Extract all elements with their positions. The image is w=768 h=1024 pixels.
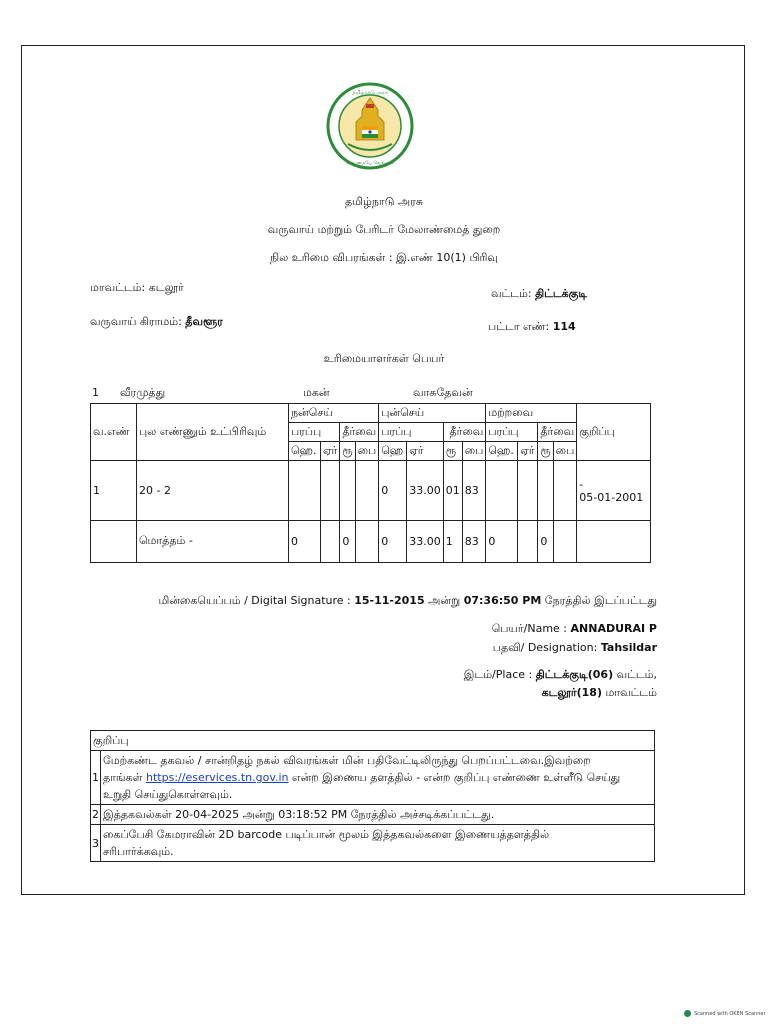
place-row-2 bbox=[542, 686, 657, 701]
total-sno bbox=[91, 521, 137, 563]
tamil-nadu-emblem bbox=[326, 82, 414, 170]
row-oth-paise bbox=[553, 461, 577, 521]
row-oth-hect bbox=[486, 461, 518, 521]
note-line-pre: தாங்கள் bbox=[103, 771, 143, 784]
taluk-label: வட்டம்: bbox=[491, 287, 532, 300]
row-oth-rs bbox=[538, 461, 553, 521]
signature-date: 15-11-2015 bbox=[354, 594, 425, 607]
total-wet-are bbox=[321, 521, 340, 563]
note-text bbox=[101, 825, 655, 862]
signer-name-row bbox=[492, 622, 657, 637]
note-line: சரிபார்க்கவும். bbox=[103, 845, 174, 858]
designation-value: Tahsildar bbox=[600, 641, 657, 654]
total-dry-are: 33.00 bbox=[407, 521, 444, 563]
group-dry: புன்செய் bbox=[379, 404, 486, 423]
digital-signature-line bbox=[158, 594, 657, 609]
taluk-row bbox=[491, 287, 587, 302]
total-oth-are bbox=[518, 521, 538, 563]
total-wet-hect: 0 bbox=[289, 521, 321, 563]
col-survey: புல எண்ணும் உட்பிரிவும் bbox=[137, 404, 289, 461]
row-sno: 1 bbox=[91, 461, 137, 521]
eservices-link[interactable]: https://eservices.tn.gov.in bbox=[146, 771, 289, 784]
note-line: மேற்கண்ட தகவல் / சான்றிதழ் நகல் விவரங்கள் மின் பதிவேட்டிலிருந்து பெறப்பட்டவை.இவற்றை bbox=[103, 754, 591, 767]
dry-area-header: பரப்பு bbox=[379, 423, 444, 442]
total-wet-paise bbox=[355, 521, 379, 563]
col-sno: வ.எண் bbox=[91, 404, 137, 461]
designation-label: பதவி/ Designation: bbox=[492, 641, 598, 654]
row-remarks-dash: - bbox=[579, 477, 584, 491]
row-remarks-date: 05-01-2001 bbox=[579, 490, 644, 504]
govt-title: தமிழ்நாடு அரசு bbox=[344, 195, 424, 208]
owner-father: வாசுதேவன் bbox=[413, 386, 473, 399]
taluk-value: திட்டக்குடி bbox=[535, 287, 588, 300]
unit-are: ஏர் bbox=[321, 442, 340, 461]
wet-area-header: பரப்பு bbox=[289, 423, 340, 442]
note-no: 2 bbox=[91, 805, 101, 825]
total-remarks bbox=[577, 521, 651, 563]
department-title: வருவாய் மற்றும் பேரிடர் மேலாண்மைத் துறை bbox=[267, 223, 501, 236]
signature-time: 07:36:50 PM bbox=[463, 594, 542, 607]
village-row bbox=[90, 315, 223, 330]
total-dry-rs: 1 bbox=[443, 521, 462, 563]
note-line: உறுதி செய்துகொள்ளவும். bbox=[103, 788, 233, 801]
total-dry-hect: 0 bbox=[379, 521, 407, 563]
notes-heading: குறிப்பு bbox=[91, 731, 655, 751]
row-survey: 20 - 2 bbox=[137, 461, 289, 521]
unit-rs: ரூ bbox=[340, 442, 355, 461]
table-row-total bbox=[91, 521, 651, 563]
village-value: தீவளூர bbox=[185, 315, 223, 328]
wet-tax-header: தீர்வை bbox=[340, 423, 379, 442]
signer-name-label: பெயர்/Name : bbox=[491, 622, 568, 635]
document-title-text: நில உரிமை விபரங்கள் : இ.எண் 10(1) பிரிவு bbox=[270, 251, 498, 264]
col-remarks: குறிப்பு bbox=[577, 404, 651, 461]
svg-text:தமிழ்நாடு அரசு: தமிழ்நாடு அரசு bbox=[352, 90, 388, 96]
district-row bbox=[90, 281, 184, 296]
total-oth-rs: 0 bbox=[538, 521, 553, 563]
row-dry-are: 33.00 bbox=[407, 461, 444, 521]
unit-are: ஏர் bbox=[407, 442, 444, 461]
place-taluk: திட்டக்குடி(06) bbox=[535, 668, 614, 681]
dry-tax-header: தீர்வை bbox=[443, 423, 486, 442]
row-wet-hect bbox=[289, 461, 321, 521]
patta-value: 114 bbox=[552, 320, 576, 333]
place-district: கடலூர்(18) bbox=[541, 686, 602, 699]
district-value: கடலூர் bbox=[148, 281, 184, 294]
total-dry-paise: 83 bbox=[462, 521, 486, 563]
row-oth-are bbox=[518, 461, 538, 521]
row-wet-are bbox=[321, 461, 340, 521]
owner-name: வீரமுத்து bbox=[120, 386, 166, 399]
group-other: மற்றவை bbox=[486, 404, 577, 423]
scanner-label: Scanned with OKEN Scanner bbox=[694, 1011, 766, 1017]
row-dry-paise: 83 bbox=[462, 461, 486, 521]
signer-name: ANNADURAI P bbox=[570, 622, 657, 635]
unit-paise: பை bbox=[355, 442, 379, 461]
note-line bbox=[103, 769, 652, 786]
owner-no: 1 bbox=[92, 386, 99, 399]
total-label: மொத்தம் - bbox=[137, 521, 289, 563]
unit-hect: ஹெ bbox=[379, 442, 407, 461]
unit-paise: பை bbox=[462, 442, 486, 461]
designation-row bbox=[493, 641, 657, 656]
row-wet-paise bbox=[355, 461, 379, 521]
signature-prefix: மின்கையெப்பம் / Digital Signature : bbox=[158, 594, 351, 607]
patta-row bbox=[488, 320, 576, 335]
row-remarks bbox=[577, 461, 651, 521]
signature-on: அன்று bbox=[428, 594, 461, 607]
village-label: வருவாய் கிராமம்: bbox=[90, 315, 182, 328]
unit-rs: ரூ bbox=[538, 442, 553, 461]
place-row-1 bbox=[464, 668, 657, 683]
place-district-suffix: மாவட்டம் bbox=[605, 686, 657, 699]
unit-hect: ஹெ. bbox=[486, 442, 518, 461]
notes-table bbox=[90, 730, 655, 862]
document-title bbox=[0, 251, 768, 266]
scanner-watermark bbox=[684, 1010, 766, 1017]
patta-label: பட்டா எண்: bbox=[488, 320, 550, 333]
note-text: இத்தகவல்கள் 20-04-2025 அன்று 03:18:52 PM நேரத்தில் அச்சடிக்கப்பட்டது. bbox=[101, 805, 655, 825]
note-line: கைப்பேசி கேமராவின் 2D barcode படிப்பான் மூலம் இத்தகவல்களை இணையத்தளத்தில் bbox=[103, 828, 550, 841]
unit-are: ஏர் bbox=[518, 442, 538, 461]
note-text bbox=[101, 751, 655, 805]
district-label: மாவட்டம்: bbox=[90, 281, 146, 294]
place-taluk-suffix: வட்டம், bbox=[616, 668, 657, 681]
note-item bbox=[91, 825, 655, 862]
note-line-post: என்ற இணைய தளத்தில் - என்ற குறிப்பு எண்ணை உள்ளீடு செய்து bbox=[292, 771, 621, 784]
unit-paise: பை bbox=[553, 442, 577, 461]
unit-rs: ரூ bbox=[443, 442, 462, 461]
other-area-header: பரப்பு bbox=[486, 423, 538, 442]
other-tax-header: தீர்வை bbox=[538, 423, 577, 442]
land-records-table bbox=[90, 403, 651, 563]
scanner-logo-icon bbox=[684, 1010, 691, 1017]
row-wet-rs bbox=[340, 461, 355, 521]
total-oth-paise bbox=[553, 521, 577, 563]
table-row bbox=[91, 461, 651, 521]
group-wet: நன்செய் bbox=[289, 404, 379, 423]
total-wet-rs: 0 bbox=[340, 521, 355, 563]
total-oth-hect: 0 bbox=[486, 521, 518, 563]
place-label: இடம்/Place : bbox=[463, 668, 533, 681]
unit-hect: ஹெ. bbox=[289, 442, 321, 461]
note-no: 3 bbox=[91, 825, 101, 862]
row-dry-hect: 0 bbox=[379, 461, 407, 521]
owners-heading: உரிமையாளர்கள் பெயர் bbox=[323, 352, 445, 365]
signature-suffix: நேரத்தில் இடப்பட்டது bbox=[544, 594, 657, 607]
row-dry-rs: 01 bbox=[443, 461, 462, 521]
note-item bbox=[91, 751, 655, 805]
svg-text:வாய்மையே வெல்லும்: வாய்மையே வெல்லும் bbox=[346, 161, 394, 166]
note-item bbox=[91, 805, 655, 825]
note-no: 1 bbox=[91, 751, 101, 805]
owner-relation: மகன் bbox=[303, 386, 330, 399]
